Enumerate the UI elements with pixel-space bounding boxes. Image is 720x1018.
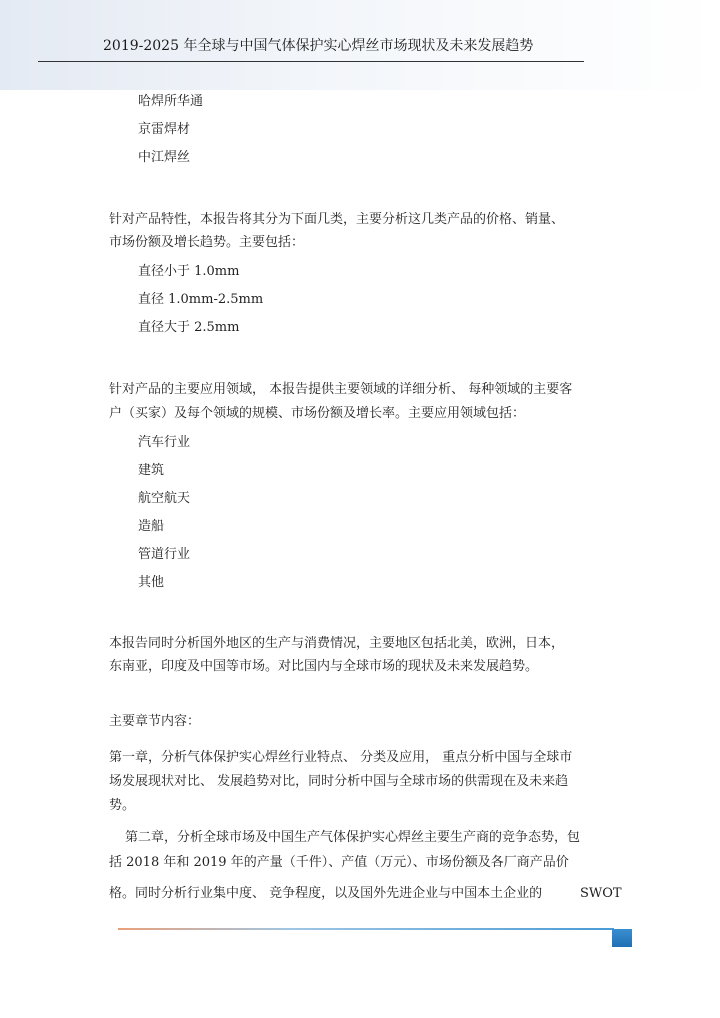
chapter2-line: 第二章，分析全球市场及中国生产气体保护实心焊丝主要生产商的竞争态势，包 <box>125 830 581 845</box>
chapters-heading: 主要章节内容： <box>109 714 201 729</box>
chapter2-line: 括 2018 年和 2019 年的产量（千件）、产值（万元）、市场份额及各厂商产品价 <box>109 855 569 870</box>
application-item: 航空航天 <box>138 491 191 506</box>
product-intro-line: 针对产品特性，本报告将其分为下面几类，主要分析这几类产品的价格、销量、 <box>109 212 565 227</box>
product-intro-line: 市场份额及增长趋势。主要包括： <box>109 235 305 250</box>
product-type-item: 直径大于 2.5mm <box>138 320 240 335</box>
chapter1-line: 势。 <box>109 798 136 813</box>
company-item: 中江焊丝 <box>138 150 191 165</box>
application-intro-line: 针对产品的主要应用领域， 本报告提供主要领域的详细分析、 每种领域的主要客 <box>109 382 573 397</box>
product-type-item: 直径 1.0mm-2.5mm <box>138 292 264 307</box>
chapter1-line: 场发展现状对比、 发展趋势对比，同时分析中国与全球市场的供需现在及未来趋 <box>109 774 569 789</box>
application-item: 管道行业 <box>138 547 191 562</box>
document-title: 2019-2025 年全球与中国气体保护实心焊丝市场现状及未来发展趋势 <box>103 38 534 54</box>
footer-accent-block <box>612 929 632 947</box>
chapter1-line: 第一章，分析气体保护实心焊丝行业特点、 分类及应用， 重点分析中国与全球市 <box>109 750 573 765</box>
company-item: 哈焊所华通 <box>138 94 204 109</box>
application-item: 建筑 <box>138 463 165 478</box>
company-item: 京雷焊材 <box>138 122 191 137</box>
footer-divider <box>118 928 614 930</box>
application-item: 其他 <box>138 575 165 590</box>
chapter2-line-tail: SWOT <box>580 886 622 901</box>
chapter2-line: 格。同时分析行业集中度、 竞争程度，以及国外先进企业与中国本土企业的 <box>109 886 543 901</box>
region-intro-line: 本报告同时分析国外地区的生产与消费情况，主要地区包括北美，欧洲，日本， <box>109 636 565 651</box>
product-type-item: 直径小于 1.0mm <box>138 264 240 279</box>
application-item: 造船 <box>138 519 165 534</box>
application-item: 汽车行业 <box>138 435 191 450</box>
region-intro-line: 东南亚，印度及中国等市场。对比国内与全球市场的现状及未来发展趋势。 <box>109 659 539 674</box>
header-divider <box>38 61 584 62</box>
application-intro-line: 户（买家）及每个领域的规模、市场份额及增长率。主要应用领域包括： <box>109 406 526 421</box>
